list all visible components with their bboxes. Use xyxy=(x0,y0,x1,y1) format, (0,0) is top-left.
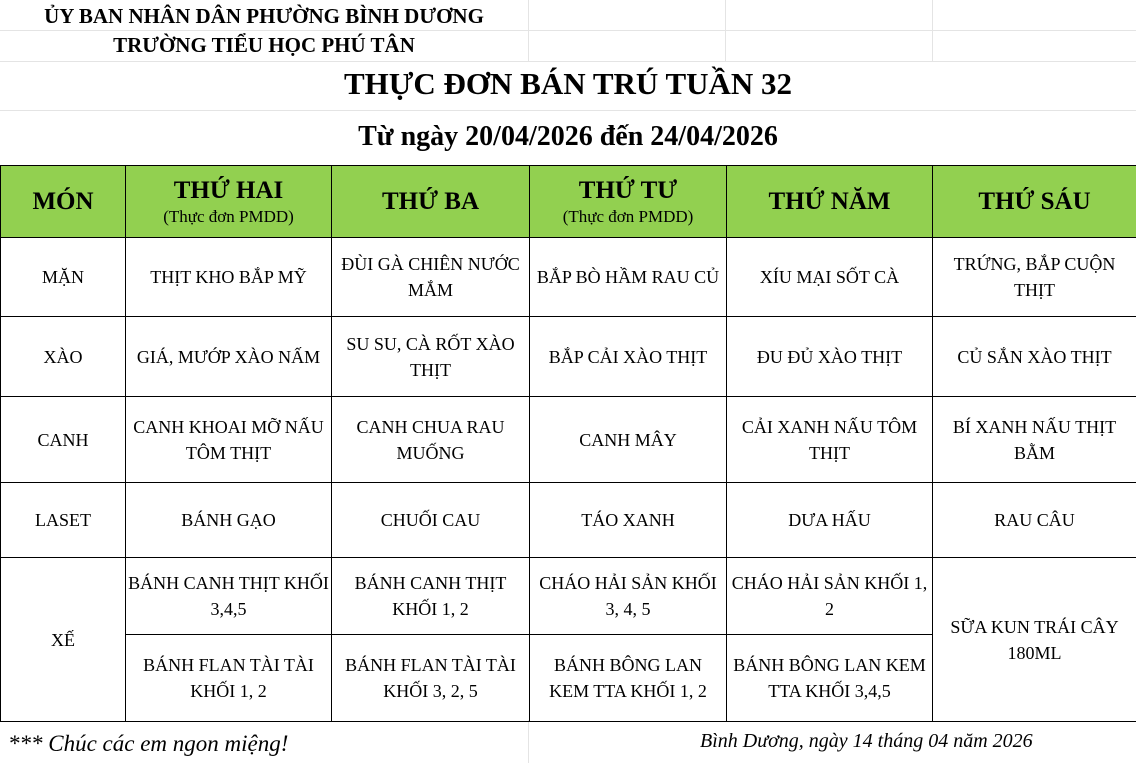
day-name: THỨ TƯ xyxy=(578,176,678,204)
menu-cell: TRỨNG, BẮP CUỘN THỊT xyxy=(933,238,1136,317)
day-name: THỨ BA xyxy=(382,187,479,215)
menu-cell: BÁNH CANH THỊT KHỐI 3,4,5 xyxy=(126,558,332,635)
menu-cell: BẮP CẢI XÀO THỊT xyxy=(530,317,727,397)
header-cell-wednesday xyxy=(530,166,727,238)
sheet-gridline xyxy=(0,30,1136,31)
header-cell-tuesday xyxy=(332,166,530,238)
sheet-gridline xyxy=(0,110,1136,111)
menu-cell: BÁNH BÔNG LAN KEM TTA KHỐI 1, 2 xyxy=(530,635,727,722)
page-title: THỰC ĐƠN BÁN TRÚ TUẦN 32 xyxy=(343,66,793,101)
menu-cell: CHÁO HẢI SẢN KHỐI 3, 4, 5 xyxy=(530,558,727,635)
menu-cell: RAU CÂU xyxy=(933,483,1136,558)
menu-cell: CANH MÂY xyxy=(530,397,727,483)
menu-cell: ĐU ĐỦ XÀO THỊT xyxy=(727,317,933,397)
menu-cell: CHUỐI CAU xyxy=(332,483,530,558)
menu-cell: BÁNH FLAN TÀI TÀI KHỐI 1, 2 xyxy=(126,635,332,722)
sheet-gridline xyxy=(725,0,726,62)
header-dish-label: MÓN xyxy=(32,187,94,215)
row-label: XÀO xyxy=(1,317,126,397)
day-name: THỨ HAI xyxy=(173,176,284,204)
row-label: LASET xyxy=(1,483,126,558)
day-name: THỨ SÁU xyxy=(978,187,1091,215)
menu-cell: TÁO XANH xyxy=(530,483,727,558)
org-name-line1: ỦY BAN NHÂN DÂN PHƯỜNG BÌNH DƯƠNG xyxy=(44,4,484,28)
menu-cell: BẮP BÒ HẦM RAU CỦ xyxy=(530,238,727,317)
day-name: THỨ NĂM xyxy=(768,187,891,215)
menu-cell: BÁNH CANH THỊT KHỐI 1, 2 xyxy=(332,558,530,635)
sheet-gridline xyxy=(528,720,529,763)
row-label: XẾ xyxy=(1,558,126,722)
place-date: Bình Dương, ngày 14 tháng 04 năm 2026 xyxy=(700,730,1033,752)
menu-cell: CANH CHUA RAU MUỐNG xyxy=(332,397,530,483)
menu-cell: BÁNH BÔNG LAN KEM TTA KHỐI 3,4,5 xyxy=(727,635,933,722)
menu-cell: BÁNH GẠO xyxy=(126,483,332,558)
menu-cell: DƯA HẤU xyxy=(727,483,933,558)
menu-cell: CHÁO HẢI SẢN KHỐI 1, 2 xyxy=(727,558,933,635)
day-note: (Thực đơn PMDD) xyxy=(163,206,294,226)
table-row xyxy=(1,397,1136,483)
header-cell-dish xyxy=(1,166,126,238)
sheet-gridline xyxy=(0,61,1136,62)
table-row xyxy=(1,483,1136,558)
menu-cell: XÍU MẠI SỐT CÀ xyxy=(727,238,933,317)
menu-table xyxy=(0,165,1136,722)
school-name: TRƯỜNG TIỂU HỌC PHÚ TÂN xyxy=(113,33,415,57)
menu-cell: SỮA KUN TRÁI CÂY 180ML xyxy=(933,558,1136,722)
menu-cell: THỊT KHO BẮP MỸ xyxy=(126,238,332,317)
table-header-row xyxy=(1,166,1136,238)
menu-cell: CANH KHOAI MỠ NẤU TÔM THỊT xyxy=(126,397,332,483)
row-label: MẶN xyxy=(1,238,126,317)
menu-cell: GIÁ, MƯỚP XÀO NẤM xyxy=(126,317,332,397)
header-cell-thursday xyxy=(727,166,933,238)
day-note: (Thực đơn PMDD) xyxy=(562,206,694,226)
table-row xyxy=(1,558,1136,635)
menu-cell: BÁNH FLAN TÀI TÀI KHỐI 3, 2, 5 xyxy=(332,635,530,722)
table-row xyxy=(1,317,1136,397)
sheet-gridline xyxy=(932,0,933,62)
row-label: CANH xyxy=(1,397,126,483)
header-cell-monday xyxy=(126,166,332,238)
table-row xyxy=(1,238,1136,317)
greeting-note: *** Chúc các em ngon miệng! xyxy=(8,731,289,756)
header-cell-friday xyxy=(933,166,1136,238)
menu-cell: ĐÙI GÀ CHIÊN NƯỚC MẮM xyxy=(332,238,530,317)
sheet-gridline xyxy=(528,0,529,62)
date-range: Từ ngày 20/04/2026 đến 24/04/2026 xyxy=(358,121,778,152)
menu-cell: CỦ SẮN XÀO THỊT xyxy=(933,317,1136,397)
menu-cell: SU SU, CÀ RỐT XÀO THỊT xyxy=(332,317,530,397)
menu-cell: BÍ XANH NẤU THỊT BẰM xyxy=(933,397,1136,483)
menu-cell: CẢI XANH NẤU TÔM THỊT xyxy=(727,397,933,483)
